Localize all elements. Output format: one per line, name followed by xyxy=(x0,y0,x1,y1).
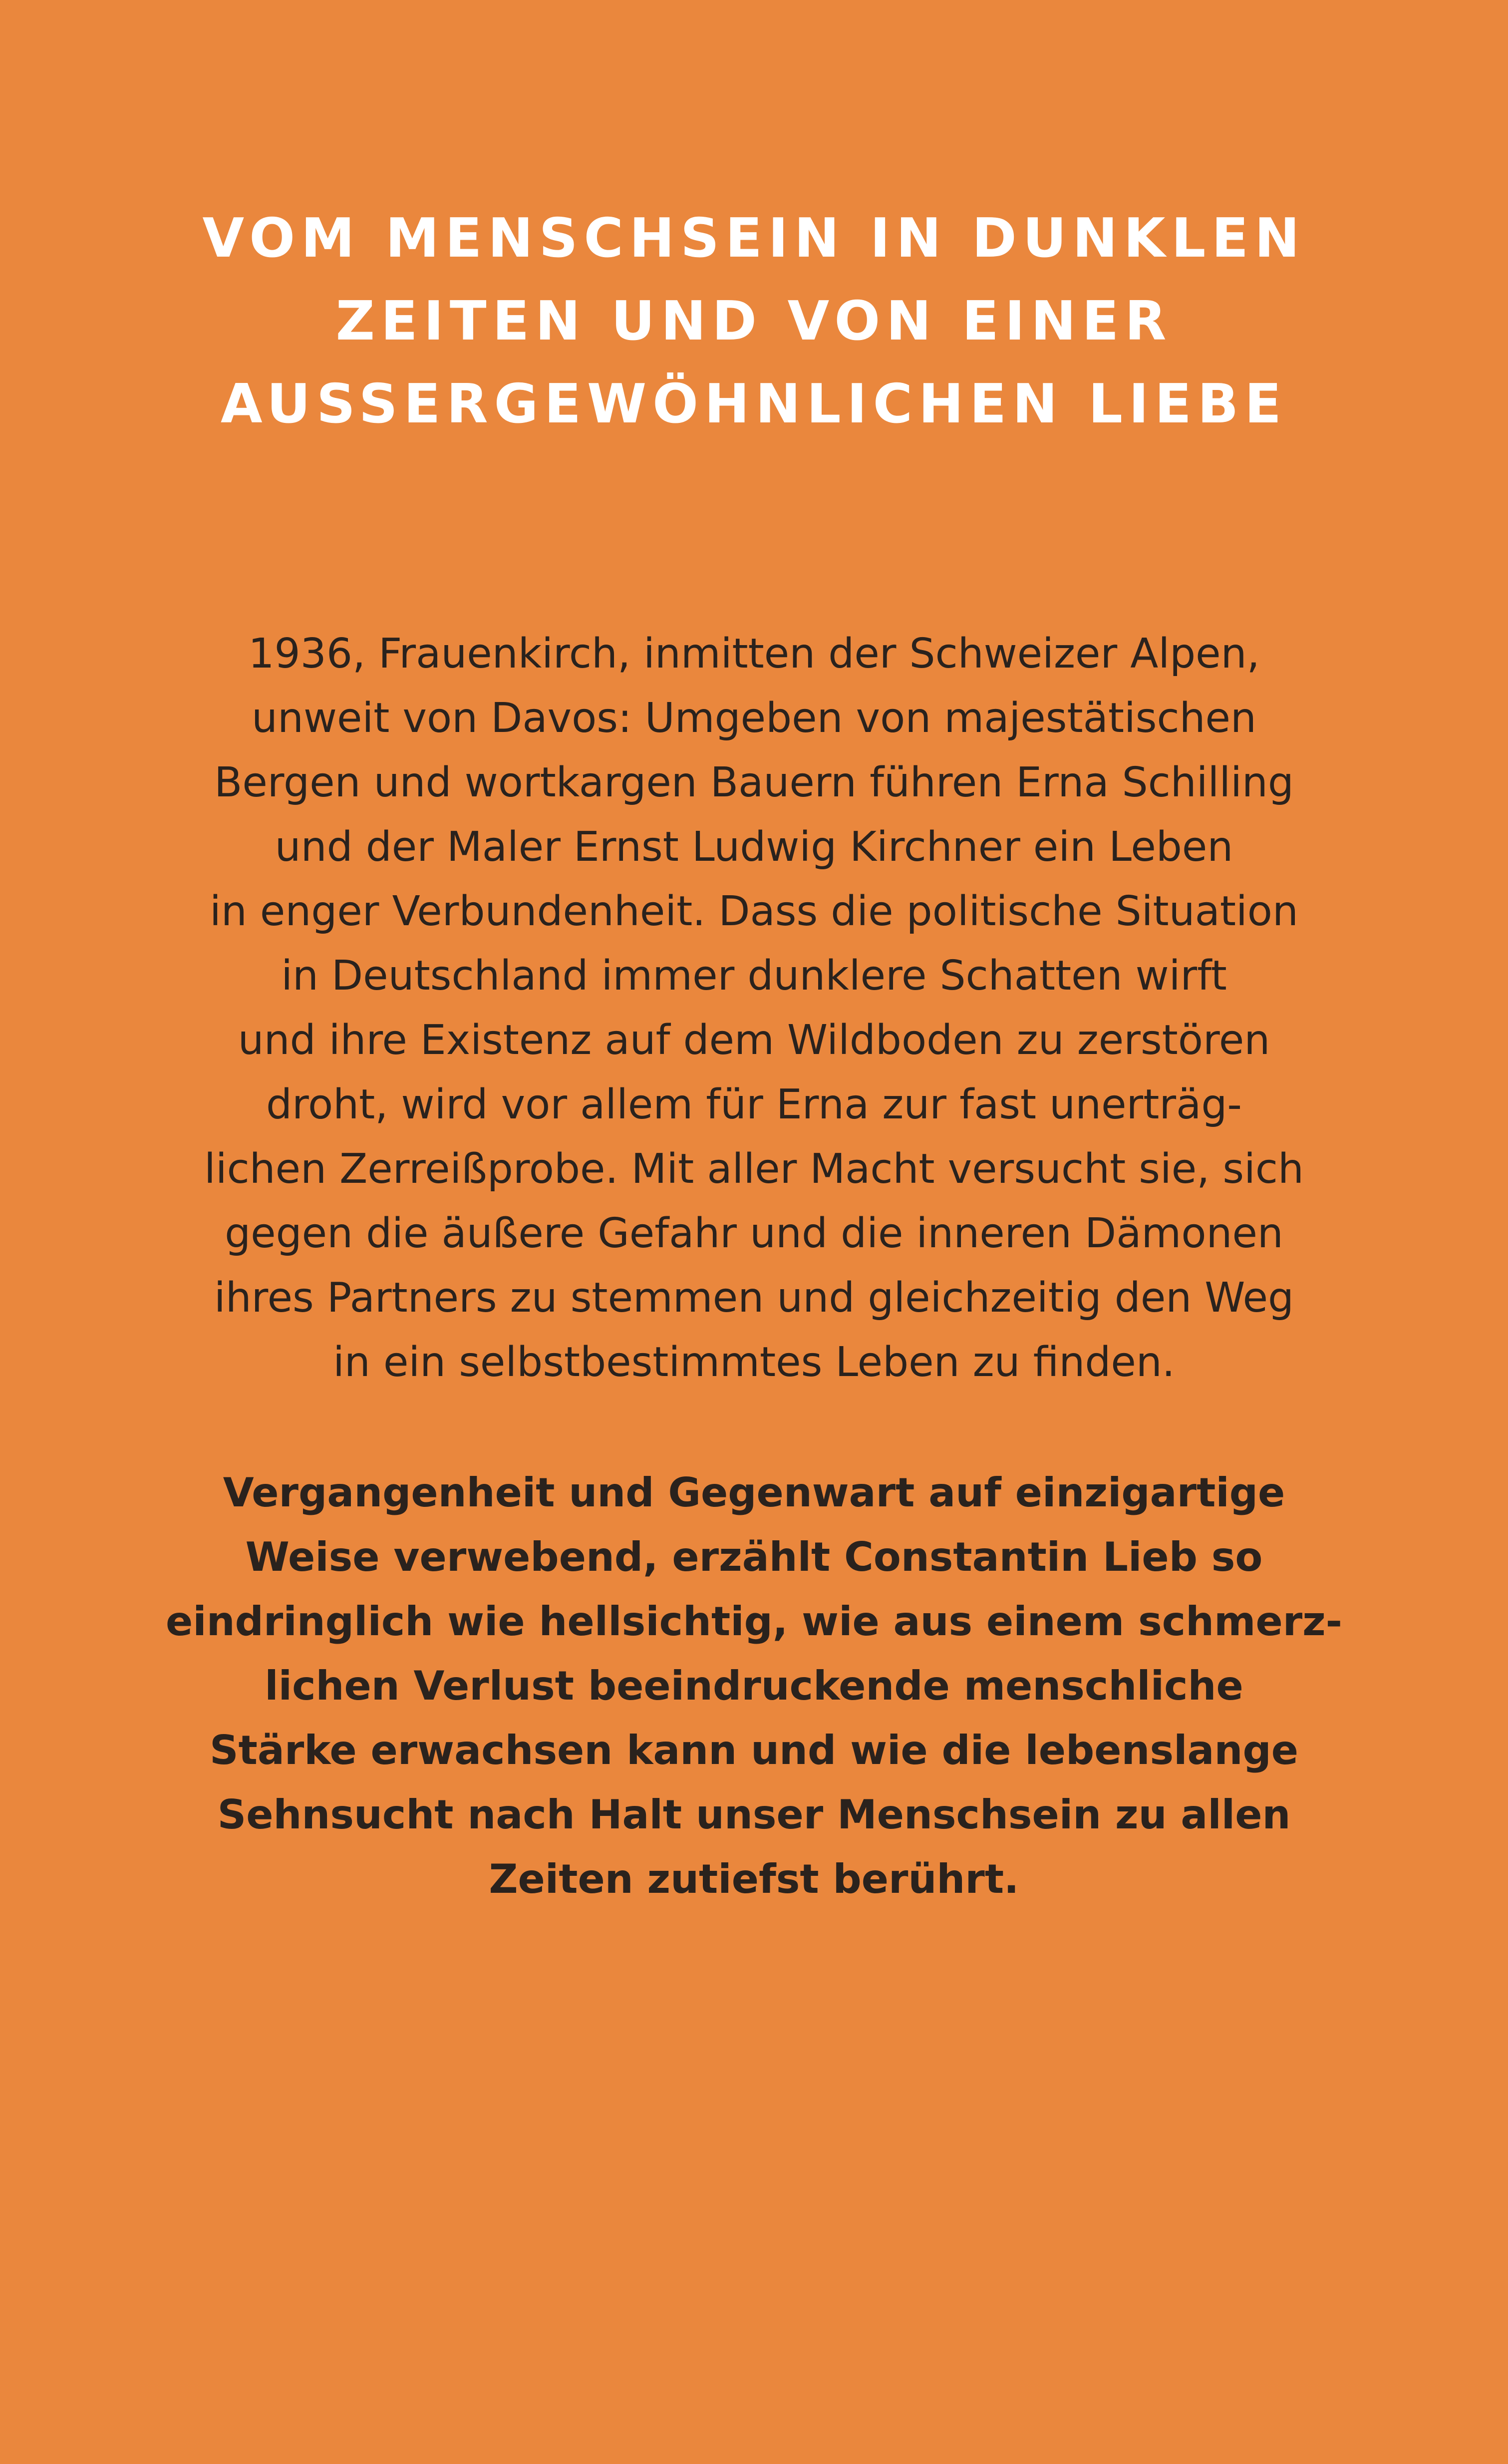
description-line: in enger Verbundenheit. Dass die politische Situation xyxy=(210,888,1298,935)
description-line: Bergen und wortkargen Bauern führen Erna Schilling xyxy=(214,759,1294,806)
highlight-line: eindringlich wie hellsichtig, wie aus einem schmerz- xyxy=(166,1598,1342,1645)
description-line: und der Maler Ernst Ludwig Kirchner ein Leben xyxy=(275,823,1233,871)
description-line: gegen die äußere Gefahr und die inneren Dämonen xyxy=(225,1210,1283,1257)
description-line: in ein selbstbestimmtes Leben zu finden. xyxy=(333,1339,1175,1386)
headline-line: VOM MENSCHSEIN IN DUNKLEN xyxy=(202,207,1306,270)
description-line: lichen Zerreißprobe. Mit aller Macht versucht sie, sich xyxy=(204,1145,1304,1193)
description-line: 1936, Frauenkirch, inmitten der Schweizer Alpen, xyxy=(248,630,1260,678)
description-paragraph xyxy=(0,622,1508,1395)
description-line: droht, wird vor allem für Erna zur fast unerträg- xyxy=(266,1081,1242,1128)
highlight-line: Sehnsucht nach Halt unser Menschsein zu allen xyxy=(217,1791,1291,1838)
headline-line: AUSSERGEWÖHNLICHEN LIEBE xyxy=(220,373,1288,435)
highlight-line: lichen Verlust beeindruckende menschliche xyxy=(265,1663,1243,1709)
highlight-line: Vergangenheit und Gegenwart auf einzigartige xyxy=(223,1469,1285,1516)
description-line: ihres Partners zu stemmen und gleichzeitig den Weg xyxy=(214,1274,1294,1322)
highlight-line: Stärke erwachsen kann und wie die lebenslange xyxy=(210,1727,1298,1773)
highlight-line: Weise verwebend, erzählt Constantin Lieb so xyxy=(245,1534,1263,1580)
highlight-line: Zeiten zutiefst berührt. xyxy=(489,1856,1019,1902)
highlight-paragraph xyxy=(0,1460,1508,1911)
headline-line: ZEITEN UND VON EINER xyxy=(335,290,1173,352)
description-line: in Deutschland immer dunklere Schatten wirft xyxy=(281,952,1227,1000)
description-line: unweit von Davos: Umgeben von majestätischen xyxy=(252,695,1256,742)
description-line: und ihre Existenz auf dem Wildboden zu zerstören xyxy=(238,1017,1270,1064)
headline xyxy=(0,197,1508,446)
